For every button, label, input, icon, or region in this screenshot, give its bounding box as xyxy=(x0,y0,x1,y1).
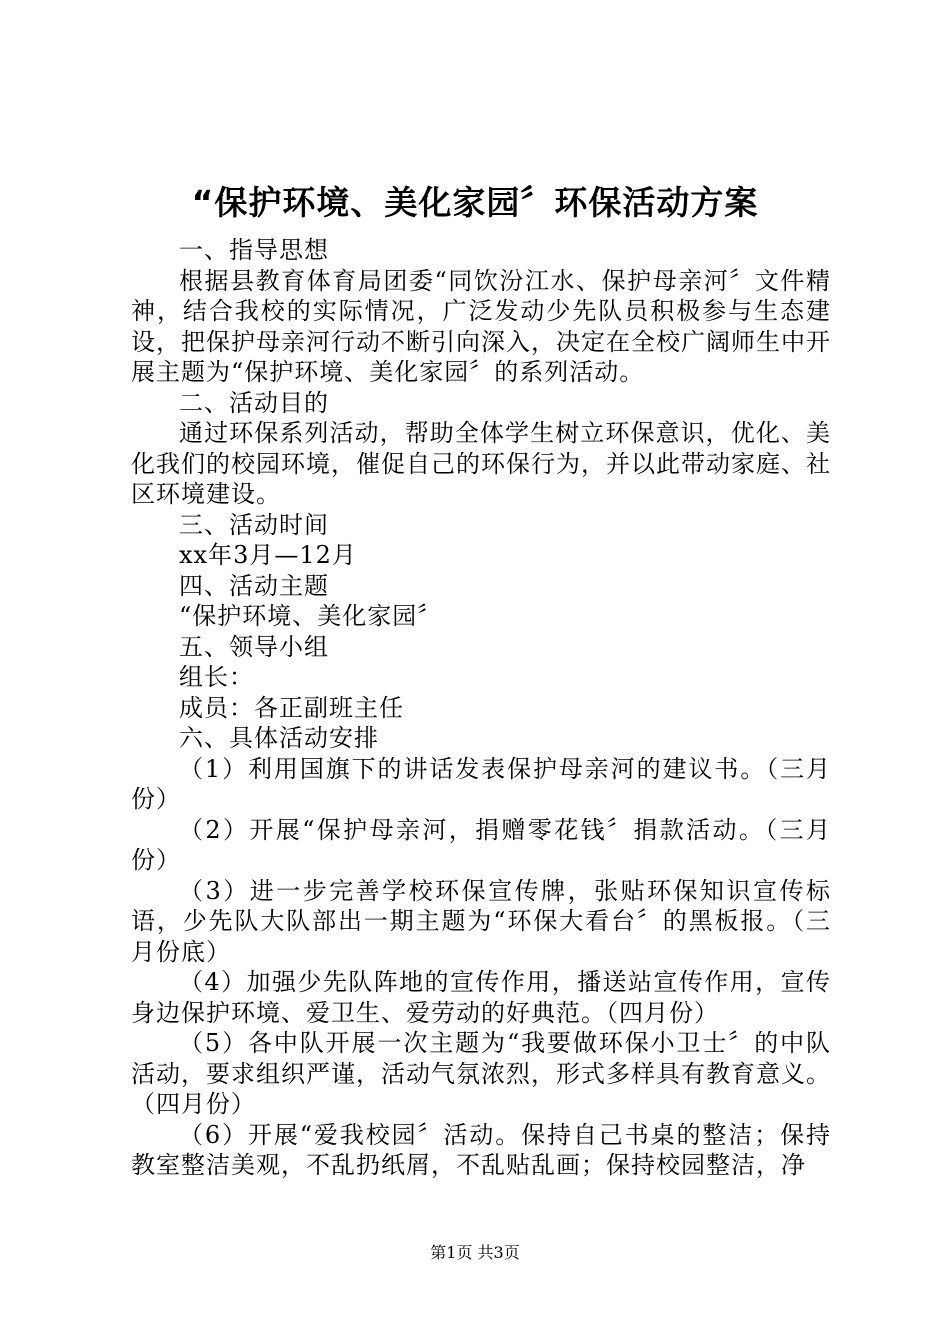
section-heading-activity-schedule: 六、具体活动安排 xyxy=(179,724,379,752)
schedule-item-1: （1）利用国旗下的讲话发表保护母亲河的建议书。（三月份） xyxy=(131,754,831,813)
section-heading-activity-theme: 四、活动主题 xyxy=(179,571,329,600)
section-heading-activity-time: 三、活动时间 xyxy=(179,510,329,539)
schedule-item-4: （4）加强少先队阵地的宣传作用，播送站宣传作用，宣传身边保护环境、爱卫生、爱劳动的好典范。（四月份） xyxy=(131,968,831,1027)
paragraph-activity-theme: “保护环境、美化家园〞 xyxy=(179,602,443,630)
paragraph-group-members: 成员：各正副班主任 xyxy=(179,693,404,722)
schedule-item-2: （2）开展“保护母亲河，捐赠零花钱〞捐款活动。（三月份） xyxy=(131,815,831,874)
paragraph-group-leader: 组长： xyxy=(179,663,254,691)
schedule-item-3: （3）进一步完善学校环保宣传牌，张贴环保知识宣传标语，少先队大队部出一期主题为“环保大看台〞的黑板报。（三月份底） xyxy=(131,876,831,966)
paragraph-activity-time: xx年3月—12月 xyxy=(179,541,357,569)
document-title: “保护环境、美化家园〞环保活动方案 xyxy=(191,183,759,222)
schedule-item-5: （5）各中队开展一次主题为“我要做环保小卫士〞的中队活动，要求组织严谨，活动气氛浓烈，形式多样具有教育意义。（四月份） xyxy=(131,1029,831,1118)
section-heading-activity-purpose: 二、活动目的 xyxy=(179,388,329,417)
schedule-item-6: （6）开展“爱我校园〞活动。保持自己书桌的整洁；保持教室整洁美观，不乱扔纸屑，不乱贴乱画；保持校园整洁，净 xyxy=(131,1120,831,1179)
section-heading-leadership-group: 五、领导小组 xyxy=(179,632,329,661)
paragraph-activity-purpose: 通过环保系列活动，帮助全体学生树立环保意识，优化、美化我们的校园环境，催促自己的环保行为，并以此带动家庭、社区环境建设。 xyxy=(131,419,831,508)
page-number-footer: 第1页 共3页 xyxy=(430,1243,520,1262)
section-heading-guiding-ideology: 一、指导思想 xyxy=(179,236,329,264)
paragraph-guiding-ideology: 根据县教育体育局团委“同饮汾江水、保护母亲河〞文件精神，结合我校的实际情况，广泛发动少先队员积极参与生态建设，把保护母亲河行动不断引向深入，决定在全校广阔师生中开展主题为“保护环境、美化家园〞的系列活动。 xyxy=(131,266,831,386)
document-body xyxy=(131,235,831,1181)
